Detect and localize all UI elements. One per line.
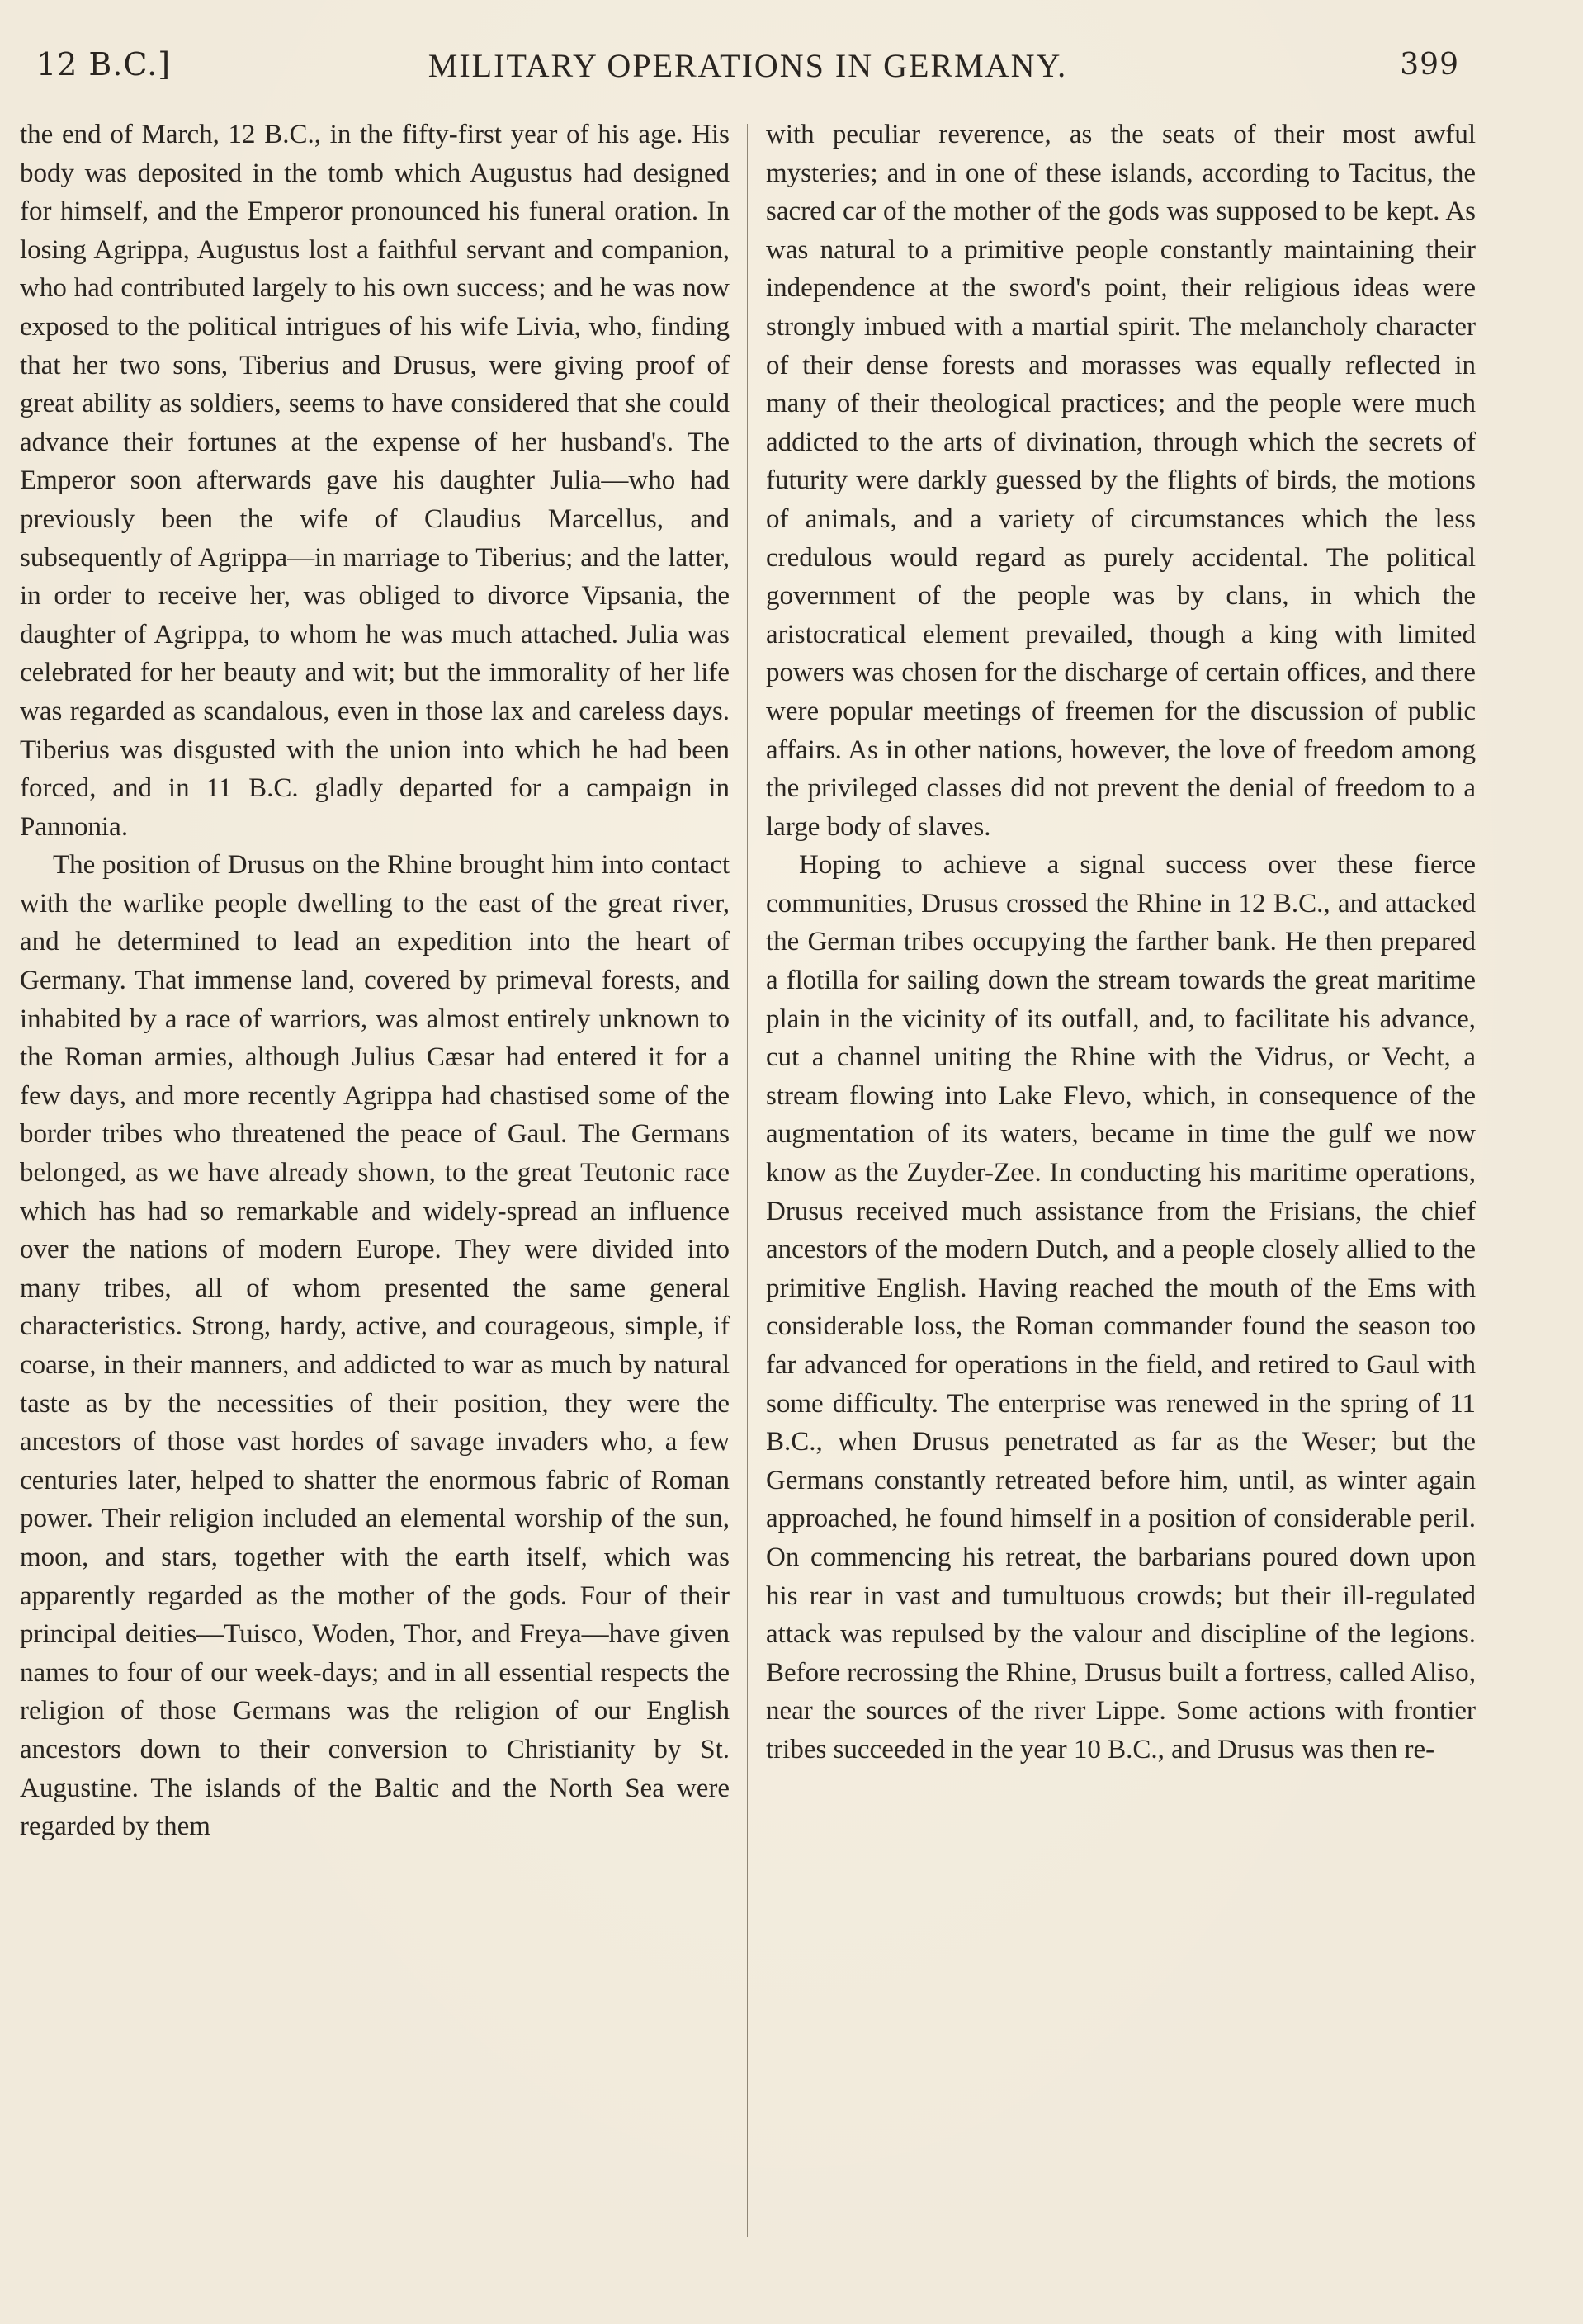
paragraph: with peculiar reverence, as the seats of their most awful mysteries; and in one of these islands, according to Tacitus, the sacred car of the mother of the gods was supposed to be kept. As was natural to a primitive people constantly maintaining their independence at the sword's point, their religious ideas were strongly imbued with a martial spirit. The melancholy character of their dense forests and morasses was equally reflected in many of their theological practices; and the people were much addicted to the arts of divination, through which the secrets of futurity were darkly guessed by the flights of birds, the motions of animals, and a variety of circumstances which the less credulous would regard as purely accidental. The political government of the people was by clans, in which the aristocratical element prevailed, though a king with limited powers was chosen for the discharge of certain offices, and there were popular meetings of freemen for the discussion of public affairs. As in other nations, however, the love of freedom among the privileged classes did not prevent the denial of freedom to a large body of slaves. <box>766 120 1476 842</box>
header-title: MILITARY OPERATIONS IN GERMANY. <box>428 47 1068 84</box>
right-column <box>766 116 1476 1769</box>
paragraph: the end of March, 12 B.C., in the fifty-first year of his age. His body was deposited in the tomb which Augustus had designed for himself, and the Emperor pronounced his funeral oration. In losing Agrippa, Augustus lost a faithful servant and companion, who had contributed largely to his own success; and he was now exposed to the political intrigues of his wife Livia, who, finding that her two sons, Tiberius and Drusus, were giving proof of great ability as soldiers, seems to have considered that she could advance their fortunes at the expense of her husband's. The Emperor soon afterwards gave his daughter Julia—who had previously been the wife of Claudius Marcellus, and subsequently of Agrippa—in marriage to Tiberius; and the latter, in order to receive her, was obliged to divorce Vipsania, the daughter of Agrippa, to whom he was much attached. Julia was celebrated for her beauty and wit; but the immorality of her life was regarded as scandalous, even in those lax and careless days. Tiberius was disgusted with the union into which he had been forced, and in 11 B.C. gladly departed for a campaign in Pannonia. <box>20 120 730 842</box>
paragraph: The position of Drusus on the Rhine brought him into contact with the warlike people dwelling to the east of the great river, and he determined to lead an expedition into the heart of Germany. That immense land, covered by primeval forests, and inhabited by a race of warriors, was almost entirely unknown to the Roman armies, although Julius Cæsar had entered it for a few days, and more recently Agrippa had chastised some of the border tribes who threatened the peace of Gaul. The Germans belonged, as we have already shown, to the great Teutonic race which has had so remarkable and widely-spread an influence over the nations of modern Europe. They were divided into many tribes, all of whom presented the same general characteristics. Strong, hardy, active, and courageous, simple, if coarse, in their manners, and addicted to war as much by natural taste as by the necessities of their position, they were the ancestors of those vast hordes of savage invaders who, a few centuries later, helped to shatter the enormous fabric of Roman power. Their religion included an elemental worship of the sun, moon, and stars, together with the earth itself, which was apparently regarded as the mother of the gods. Four of their principal deities—Tuisco, Woden, Thor, and Freya—have given names to four of our week-days; and in all essential respects the religion of those Germans was the religion of our English ancestors down to their conversion to Christianity by St. Augustine. The islands of the Baltic and the North Sea were regarded by them <box>20 850 730 1842</box>
header-date-range: 12 B.C.] <box>36 46 172 83</box>
paragraph: Hoping to achieve a signal success over these fierce communities, Drusus crossed the Rhine in 12 B.C., and attacked the German tribes occupying the farther bank. He then prepared a flotilla for sailing down the stream towards the great maritime plain in the vicinity of its outfall, and, to facilitate his advance, cut a channel uniting the Rhine with the Vidrus, or Vecht, a stream flowing into Lake Flevo, which, in consequence of the augmentation of its waters, became in time the gulf we now know as the Zuyder-Zee. In conducting his maritime operations, Drusus received much assistance from the Frisians, the chief ancestors of the modern Dutch, and a people closely allied to the primitive English. Having reached the mouth of the Ems with considerable loss, the Roman commander found the season too far advanced for operations in the field, and retired to Gaul with some difficulty. The enterprise was renewed in the spring of 11 B.C., when Drusus penetrated as far as the Weser; but the Germans constantly retreated before him, until, as winter again approached, he found himself in a position of considerable peril. On commencing his retreat, the barbarians poured down upon his rear in vast and tumultuous crowds; but their ill-regulated attack was repulsed by the valour and discipline of the legions. Before recrossing the Rhine, Drusus built a fortress, called Aliso, near the sources of the river Lippe. Some actions with frontier tribes succeeded in the year 10 B.C., and Drusus was then re- <box>766 850 1476 1764</box>
left-column <box>20 116 730 1846</box>
page-number: 399 <box>1400 48 1459 82</box>
column-divider <box>747 124 748 2237</box>
running-header <box>36 46 1459 96</box>
